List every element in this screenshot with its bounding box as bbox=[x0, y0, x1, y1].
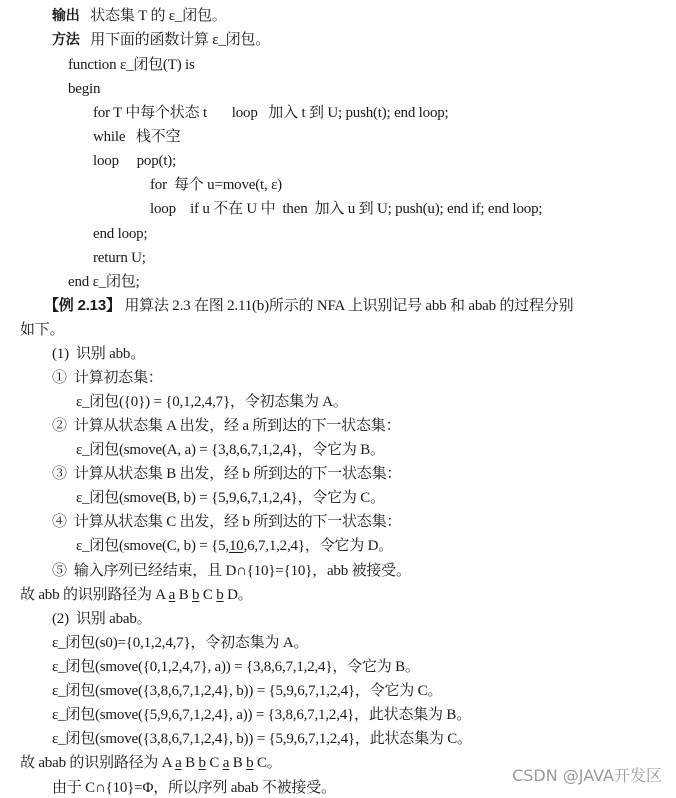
method-text: 用下面的函数计算 ε_闭包。 bbox=[90, 32, 271, 48]
part1-step3: ③ 计算从状态集 B 出发，经 b 所到达的下一状态集： bbox=[52, 466, 402, 482]
part2-line-3: ε_闭包(smove({3,8,6,7,1,2,4}, b)) = {5,9,6,7,1,2,4}，令它为 C。 bbox=[52, 683, 443, 699]
path-state: B bbox=[175, 587, 193, 603]
code-line-7: loop if u 不在 U 中 then 加入 u 到 U; push(u); end if; end loop; bbox=[150, 201, 543, 217]
code-line-6: for 每个 u=move(t, ε) bbox=[150, 177, 282, 193]
part2-line-1: ε_闭包(s0)={0,1,2,4,7}，令初态集为 A。 bbox=[52, 635, 309, 651]
part1-step1: ① 计算初态集： bbox=[52, 370, 163, 386]
code-line-1: function ε_闭包(T) is bbox=[68, 57, 195, 73]
example-heading bbox=[44, 296, 573, 316]
code-line-5: loop pop(t); bbox=[93, 153, 177, 169]
path-state: C bbox=[205, 755, 223, 771]
path-symbol: b bbox=[192, 587, 200, 603]
step4-result-post: ,6,7,1,2,4}，令它为 D。 bbox=[243, 538, 394, 554]
part2-line-4: ε_闭包(smove({5,9,6,7,1,2,4}, a)) = {3,8,6,7,1,2,4}，此状态集为 B。 bbox=[52, 707, 472, 723]
part1-step4: ④ 计算从状态集 C 出发，经 b 所到达的下一状态集： bbox=[52, 514, 402, 530]
example-label: 【例 2.13】 bbox=[44, 297, 121, 314]
part2-title: (2) 识别 abab。 bbox=[52, 611, 152, 627]
output-label: 输出 bbox=[52, 8, 80, 24]
method-label: 方法 bbox=[52, 32, 80, 48]
output-line bbox=[52, 6, 227, 26]
part2-conclusion: 由于 C∩{10}=Φ，所以序列 abab 不被接受。 bbox=[52, 780, 336, 796]
path-symbol: b bbox=[198, 755, 206, 771]
code-line-2: begin bbox=[68, 81, 101, 97]
code-line-8: end loop; bbox=[93, 226, 148, 242]
csdn-watermark: CSDN @JAVA开发区 bbox=[512, 766, 662, 785]
path-state: B bbox=[181, 755, 199, 771]
part2-path bbox=[20, 753, 282, 773]
path-symbol: a bbox=[222, 755, 230, 771]
path-symbol: a bbox=[168, 587, 176, 603]
part2-line-5: ε_闭包(smove({3,8,6,7,1,2,4}, b)) = {5,9,6,7,1,2,4}，此状态集为 C。 bbox=[52, 731, 472, 747]
output-text: 状态集 T 的 ε_闭包。 bbox=[90, 8, 227, 24]
part1-step2: ② 计算从状态集 A 出发，经 a 所到达的下一状态集： bbox=[52, 418, 401, 434]
example-text: 用算法 2.3 在图 2.11(b)所示的 NFA 上识别记号 abb 和 abab 的过程分别 bbox=[120, 298, 574, 314]
part1-step4-result bbox=[76, 536, 393, 556]
path-state: C。 bbox=[253, 755, 282, 771]
path-prefix: 故 abb 的识别路径为 A bbox=[20, 587, 169, 603]
method-line bbox=[52, 30, 270, 50]
part2-line-2: ε_闭包(smove({0,1,2,4,7}, a)) = {3,8,6,7,1,2,4}，令它为 B。 bbox=[52, 659, 420, 675]
part1-step1-result: ε_闭包({0}) = {0,1,2,4,7}，令初态集为 A。 bbox=[76, 394, 348, 410]
path-state: C bbox=[199, 587, 217, 603]
part1-step3-result: ε_闭包(smove(B, b) = {5,9,6,7,1,2,4}，令它为 C。 bbox=[76, 490, 385, 506]
path-state: D。 bbox=[223, 587, 253, 603]
path-state: B bbox=[229, 755, 247, 771]
path-symbol: b bbox=[246, 755, 254, 771]
part1-path bbox=[20, 585, 253, 605]
code-line-3: for T 中每个状态 t loop 加入 t 到 U; push(t); end loop; bbox=[93, 105, 449, 121]
example-text-cont: 如下。 bbox=[20, 322, 65, 338]
code-line-9: return U; bbox=[93, 250, 146, 266]
path-prefix: 故 abab 的识别路径为 A bbox=[20, 755, 176, 771]
part1-step5: ⑤ 输入序列已经结束，且 D∩{10}={10}，abb 被接受。 bbox=[52, 563, 411, 579]
path-symbol: a bbox=[175, 755, 182, 771]
code-line-10: end ε_闭包; bbox=[68, 274, 140, 290]
step4-result-underlined: 10 bbox=[228, 538, 244, 554]
part1-title: (1) 识别 abb。 bbox=[52, 346, 145, 362]
path-symbol: b bbox=[216, 587, 224, 603]
code-line-4: while 栈不空 bbox=[93, 129, 181, 145]
step4-result-pre: ε_闭包(smove(C, b) = {5, bbox=[76, 538, 229, 554]
part1-step2-result: ε_闭包(smove(A, a) = {3,8,6,7,1,2,4}，令它为 B。 bbox=[76, 442, 385, 458]
